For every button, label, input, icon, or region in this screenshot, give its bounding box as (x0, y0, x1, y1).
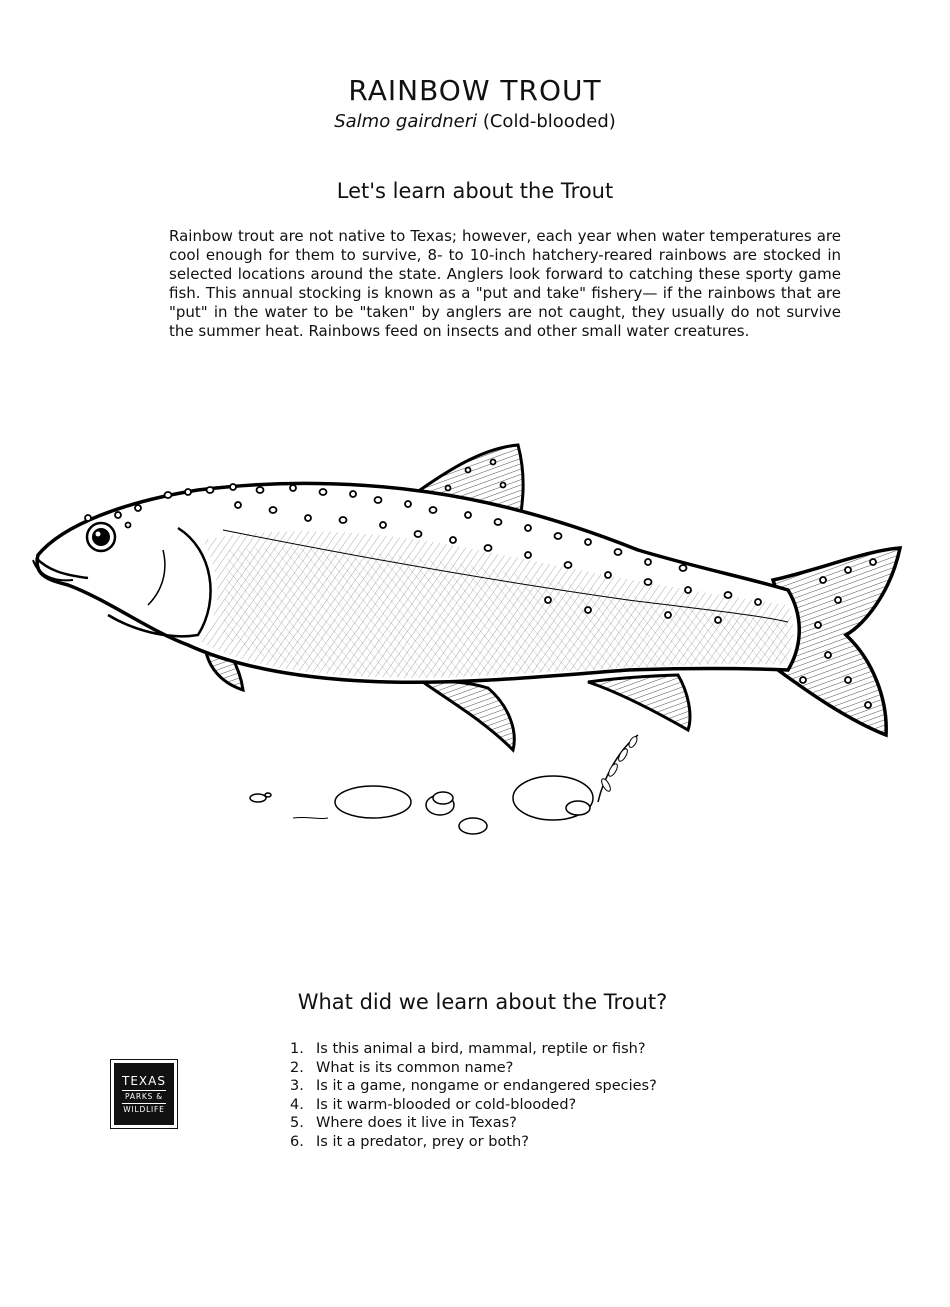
learn-heading: Let's learn about the Trout (336, 179, 614, 203)
question-list (290, 1040, 657, 1152)
page-title: RAINBOW TROUT (348, 74, 602, 107)
list-item: 5. Where does it live in Texas? (290, 1115, 517, 1132)
classification: (Cold-blooded) (482, 111, 616, 132)
list-item: 4. Is it warm-blooded or cold-blooded? (290, 1096, 577, 1113)
review-heading: What did we learn about the Trout? (297, 990, 668, 1014)
intro-paragraph: Rainbow trout are not native to Texas; however, each year when water temperatures are cool enough for them to survive, 8- to 10-inch hatchery-reared rainbows are stocked in selected locations around the state. Anglers look forward to catching these sporty game fish. This annual stocking is known as a "put and take" fishery— if the rainbows that are "put" in the water to be "taken" by anglers are not caught, they usually do not survive the summer heat. Rainbows feed on insects and other small water creatures. (169, 227, 841, 340)
texas-parks-wildlife-logo (110, 1059, 178, 1129)
list-item: 1. Is this animal a bird, mammal, reptile or fish? (290, 1041, 646, 1057)
logo-line-texas: TEXAS (122, 1073, 166, 1088)
logo-line-wildlife: WILDLIFE (123, 1104, 165, 1114)
scientific-name: Salmo gairdneri (334, 111, 478, 132)
rainbow-trout-illustration (28, 430, 908, 840)
logo-line-parks: PARKS & (125, 1091, 163, 1101)
list-item: 2. What is its common name? (290, 1059, 514, 1076)
list-item: 3. Is it a game, nongame or endangered species? (290, 1078, 657, 1095)
list-item: 6. Is it a predator, prey or both? (290, 1133, 529, 1150)
page-subtitle (0, 111, 950, 132)
